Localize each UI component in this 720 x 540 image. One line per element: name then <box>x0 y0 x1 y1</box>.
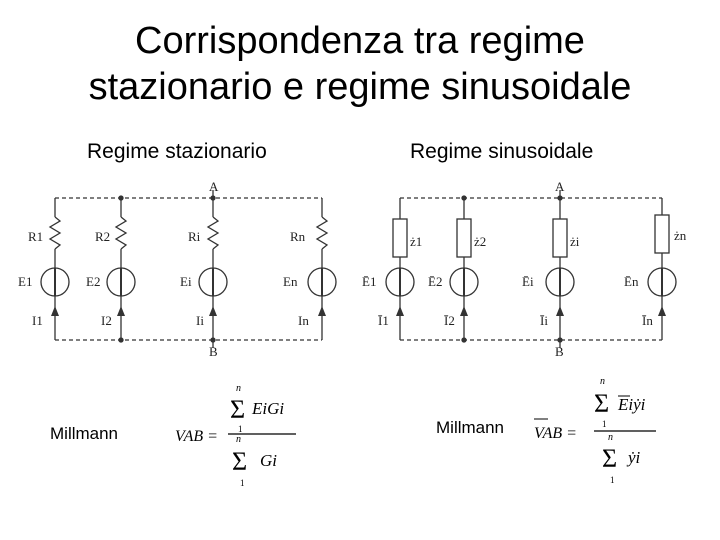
sigma-icon: Σ <box>232 447 248 476</box>
current-arrow-icon <box>556 306 564 316</box>
resistor-icon <box>208 217 218 249</box>
current-arrow-icon <box>117 306 125 316</box>
current-arrow-icon <box>51 306 59 316</box>
right-branch-n <box>624 198 687 340</box>
current-arrow-icon <box>209 306 217 316</box>
current-arrow-icon <box>318 306 326 316</box>
right-sum-upper: n <box>600 376 605 387</box>
right-branch-i <box>522 198 580 340</box>
left-branch-1 <box>18 198 69 340</box>
left-ii-label: Ii <box>196 313 204 328</box>
sigma-icon: Σ <box>594 389 610 418</box>
left-r2-label: R2 <box>95 229 111 244</box>
left-numerator: EiGi <box>252 399 285 418</box>
right-heading: Regime sinusoidale <box>410 140 594 163</box>
right-millmann-formula <box>534 376 656 485</box>
sigma-icon: Σ <box>230 395 246 424</box>
sigma-icon: Σ <box>602 444 618 473</box>
right-zn-label: żn <box>674 228 687 243</box>
right-in-label: Īn <box>642 313 653 328</box>
left-denominator: Gi <box>260 451 277 470</box>
current-arrow-icon <box>460 306 468 316</box>
right-node-a-label: A <box>555 179 565 194</box>
impedance-icon <box>393 219 407 257</box>
right-e1-label: Ē1 <box>362 274 377 289</box>
left-branch-2 <box>86 198 135 340</box>
right-ii-label: Īi <box>540 313 548 328</box>
right-i1-label: Ī1 <box>378 313 389 328</box>
left-node-a-label: A <box>209 179 219 194</box>
left-e1-label: E1 <box>18 274 33 289</box>
title-line-2: stazionario e regime sinusoidale <box>88 66 632 108</box>
left-formula-lhs: VAB = <box>175 428 218 445</box>
impedance-icon <box>655 215 669 253</box>
left-sum-lower: 1 <box>238 424 243 434</box>
right-ei-label: Ēi <box>522 274 534 289</box>
right-z2-label: ż2 <box>474 234 487 249</box>
left-in-label: In <box>298 313 309 328</box>
resistor-icon <box>116 217 126 249</box>
right-en-label: Ēn <box>624 274 639 289</box>
left-i1-label: I1 <box>32 313 43 328</box>
left-heading: Regime stazionario <box>87 140 267 163</box>
left-den-sum-lower: 1 <box>240 478 245 488</box>
right-node-b-label: B <box>555 344 564 359</box>
title-line-1: Corrispondenza tra regime <box>135 20 585 62</box>
left-r1-label: R1 <box>28 229 44 244</box>
resistor-icon <box>50 217 60 249</box>
left-branch-i <box>180 198 227 340</box>
left-branch-n <box>283 198 336 340</box>
right-millmann-label: Millmann <box>436 418 505 437</box>
right-den-sum-lower: 1 <box>610 475 615 485</box>
right-sum-lower: 1 <box>602 419 607 429</box>
right-denominator: ẏi <box>628 448 641 467</box>
resistor-icon <box>317 217 327 249</box>
current-arrow-icon <box>396 306 404 316</box>
right-den-sum-upper: n <box>608 432 613 443</box>
right-branch-2 <box>428 198 486 340</box>
left-circuit <box>55 190 322 348</box>
impedance-icon <box>553 219 567 257</box>
current-arrow-icon <box>658 306 666 316</box>
left-millmann-label: Millmann <box>50 424 119 443</box>
left-ri-label: Ri <box>188 229 201 244</box>
left-e2-label: E2 <box>86 274 101 289</box>
left-millmann-formula <box>175 383 296 488</box>
right-circuit <box>400 190 662 348</box>
left-den-sum-upper: n <box>236 434 241 445</box>
left-ei-label: Ei <box>180 274 192 289</box>
right-formula-lhs: VAB = <box>534 425 577 442</box>
left-i2-label: I2 <box>101 313 112 328</box>
left-en-label: En <box>283 274 298 289</box>
right-branch-1 <box>362 198 422 340</box>
left-rn-label: Rn <box>290 229 306 244</box>
left-sum-upper: n <box>236 383 241 394</box>
right-e2-label: Ē2 <box>428 274 443 289</box>
right-z1-label: ż1 <box>410 234 423 249</box>
right-i2-label: Ī2 <box>444 313 455 328</box>
right-zi-label: żi <box>570 234 580 249</box>
impedance-icon <box>457 219 471 257</box>
left-node-b-label: B <box>209 344 218 359</box>
right-numerator: Eiẏi <box>618 395 646 414</box>
